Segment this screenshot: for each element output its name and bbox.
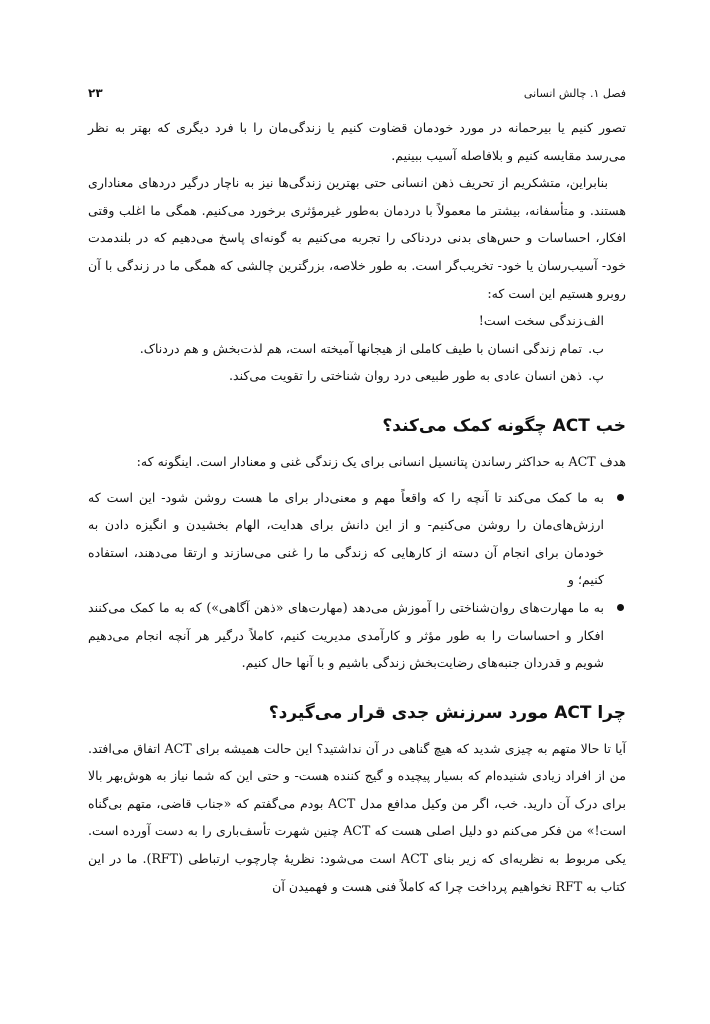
intro-paragraph-2: بنابراین، متشکریم از تحریف ذهن انسانی حتی بهترین زندگی‌ها نیز به ناچار درگیر دردهای معناداری هستند. و متأسفانه، بیشتر ما معمولاً با دردمان به‌طور غیرمؤثری برخورد می‌کنیم. همگی ما اغلب وقتی افکار، احساسات و حس‌های بدنی دردناکی را تجربه می‌کنیم به گونه‌ای پاسخ می‌دهیم که در بلندمدت خود- آسیب‌رسان یا خود- تخریب‌گر است. به طور خلاصه، بزرگترین چالشی که همگی ما در زندگی با آن روبرو هستیم این است که: — [88, 175, 626, 301]
section-heading-how-act-helps: خب ACT چگونه کمک می‌کند؟ — [382, 415, 626, 436]
chapter-title: فصل ۱. چالش انسانی — [523, 87, 626, 100]
act-goals-list — [88, 484, 626, 677]
list-item — [88, 594, 626, 677]
bullet-icon — [617, 604, 624, 611]
challenge-text: زندگی سخت است! — [478, 313, 582, 329]
challenge-item — [88, 362, 604, 390]
book-page — [88, 86, 626, 900]
section-heading-why-act-blamed: چرا ACT مورد سرزنش جدی قرار می‌گیرد؟ — [268, 702, 626, 723]
list-item — [88, 484, 626, 594]
list-item-text: به ما کمک می‌کند تا آنچه را که واقعاً مهم و معنی‌دار برای ما هست روشن شود- این است که ارزش‌های‌مان را روشن می‌کنیم- و از این دانش برای هدایت، الهام بخشیدن و انگیزه دادن به خودمان برای انجام آن دسته از کارهایی که زندگی ما را غنی می‌سازند و ارتقا می‌دهند، استفاده کنیم؛ و — [88, 489, 604, 588]
challenges-list — [88, 307, 626, 390]
challenge-item — [88, 335, 604, 363]
challenge-marker: الف. — [579, 313, 604, 329]
challenge-item — [88, 307, 604, 335]
challenge-text: تمام زندگی انسان با طیف کاملی از هیجانها آمیخته است، هم لذت‌بخش و هم دردناک. — [139, 340, 582, 356]
challenge-text: ذهن انسان عادی به طور طبیعی درد روان شناختی را تقویت می‌کند. — [228, 368, 582, 384]
list-item-text: به ما مهارت‌های روان‌شناختی را آموزش می‌دهد (مهارت‌های «ذهن آگاهی») که به ما کمک می‌کنند افکار و احساسات را به طور مؤثر و کارآمدی مدیریت کنیم، کاملاً درگیر هر آنچه انجام می‌دهیم شویم و قدردان جنبه‌های رضایت‌بخش زندگی باشیم و با آنها حال کنیم. — [88, 599, 604, 671]
page-number: ۲۳ — [88, 86, 103, 100]
intro-paragraph-1: تصور کنیم یا بیرحمانه در مورد خودمان قضاوت کنیم یا زندگی‌مان را با فرد دیگری که بهتر به نظر می‌رسد مقایسه کنیم و بلافاصله آسیب ببینیم. — [88, 120, 626, 163]
running-head — [88, 86, 626, 100]
section-body: آیا تا حالا متهم به چیزی شدید که هیچ گناهی در آن نداشتید؟ این حالت همیشه برای ACT اتفاق می‌افتد. من از افراد زیادی شنیده‌ام که بسیار پیچیده و گیج کننده هست- و حتی این که شما نیاز به هوش‌بهر بالا برای درک آن دارید. خب، اگر من وکیل مدافع مدل ACT بودم می‌گفتم که «جناب قاضی، متهم بی‌گناه است!» من فکر می‌کنم دو دلیل اصلی هست که ACT چنین شهرت تأسف‌باری را به دست آورده است. یکی مربوط به نظریه‌ای که زیر بنای ACT است می‌شود: نظریۀ چارچوب ارتباطی (RFT). ما در این کتاب به RFT نخواهیم پرداخت چرا که کاملاً فنی هست و فهمیدن آن — [88, 740, 626, 894]
challenge-marker: ب. — [588, 340, 604, 356]
challenge-marker: پ. — [588, 368, 604, 384]
bullet-icon — [617, 494, 624, 501]
section-intro: هدف ACT به حداکثر رساندن پتانسیل انسانی برای یک زندگی غنی و معنادار است. اینگونه که: — [136, 453, 626, 469]
